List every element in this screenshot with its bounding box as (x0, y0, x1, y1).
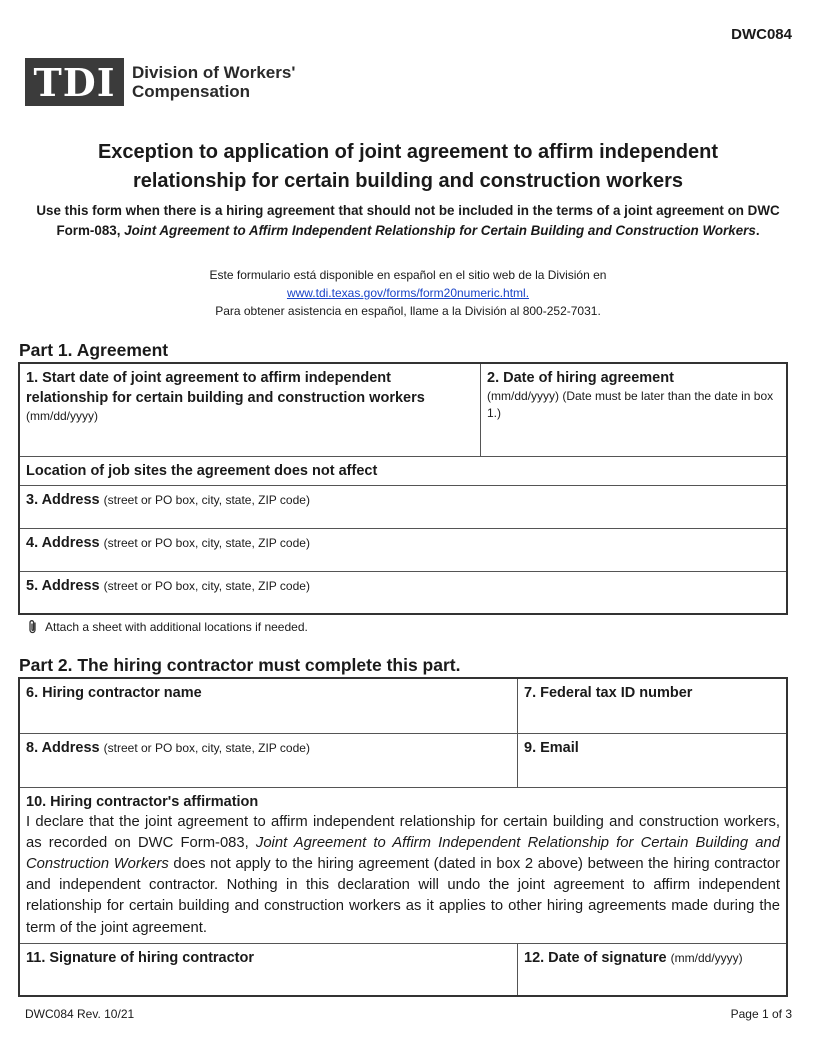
box1-hint: (mm/dd/yyyy) (26, 409, 98, 423)
box10-form-name: Joint Agreement to Affirm Independent Relationship for Certain Building and Construction Workers (26, 834, 780, 872)
box3-address[interactable] (19, 485, 787, 528)
box10-text (26, 812, 780, 939)
instructions-lead: Use this form when there is a hiring agreement that should not be included in the terms of a joint agreement on DWC Form-083, (36, 203, 780, 238)
part2-title: Part 2. The hiring contractor must complete this part. (19, 655, 461, 675)
box9-label: 9. Email (524, 739, 579, 756)
box4-label: 4. Address (26, 534, 100, 551)
org-line-2: Compensation (132, 82, 251, 101)
box8-address[interactable] (19, 733, 518, 787)
forms-website-link[interactable]: www.tdi.texas.gov/forms/form20numeric.html. (286, 286, 530, 300)
instructions-tail: . (755, 223, 760, 238)
box5-label: 5. Address (26, 577, 100, 594)
org-line-1: Division of Workers' (132, 63, 296, 82)
box12-signature-date[interactable] (518, 943, 788, 996)
box12-hint: (mm/dd/yyyy) (670, 950, 743, 965)
box3-hint: (street or PO box, city, state, ZIP code) (103, 492, 310, 507)
part1-table (18, 362, 788, 615)
box6-contractor-name[interactable] (19, 678, 518, 733)
box2-hint: (mm/dd/yyyy) (Date must be later than the date in box 1.) (487, 389, 774, 420)
box11-label: 11. Signature of hiring contractor (26, 949, 255, 966)
box5-address[interactable] (19, 571, 787, 614)
spanish-line-3: Para obtener asistencia en español, llame a la División al 800-252-7031. (215, 304, 601, 318)
instructions-form-name: Joint Agreement to Affirm Independent Relationship for Certain Building and Construction Workers (124, 223, 756, 238)
box10-text-b: does not apply to the hiring agreement (dated in box 2 above) between the hiring contractor and independent contractor. Nothing in this declaration will undo the joint agreement to affirm independent relationship for certain building and construction workers as it applies to other hiring agreements made during the term of the joint agreement. (26, 855, 780, 936)
box11-signature[interactable] (19, 943, 518, 996)
footer-revision: DWC084 Rev. 10/21 (25, 1007, 135, 1021)
form-instructions (24, 201, 792, 241)
box6-label: 6. Hiring contractor name (26, 685, 202, 701)
footer-page-number: Page 1 of 3 (730, 1007, 792, 1021)
box10-affirmation (19, 787, 787, 943)
box5-hint: (street or PO box, city, state, ZIP code) (103, 578, 310, 593)
tdi-logo (25, 58, 295, 106)
box10-label: 10. Hiring contractor's affirmation (26, 793, 259, 810)
spanish-notice (40, 266, 776, 320)
organization-name (132, 63, 295, 101)
box7-tax-id[interactable] (518, 678, 788, 733)
attach-note (26, 619, 308, 635)
title-line-2: relationship for certain building and construction workers (132, 170, 684, 192)
box3-label: 3. Address (26, 491, 100, 508)
box2-label: 2. Date of hiring agreement (487, 370, 674, 386)
paperclip-icon (26, 619, 40, 635)
locations-heading: Location of job sites the agreement does not affect (19, 456, 787, 485)
box1-label: 1. Start date of joint agreement to affirm independent relationship for certain building and construction workers (26, 370, 425, 406)
box10-text-a: I declare that the joint agreement to affirm independent relationship for certain building and construction workers, as recorded on DWC Form-083, (26, 813, 780, 851)
box4-address[interactable] (19, 528, 787, 571)
spanish-line-1: Este formulario está disponible en español en el sitio web de la División en (209, 268, 607, 282)
box1-start-date[interactable] (19, 363, 481, 456)
box12-label: 12. Date of signature (524, 949, 667, 966)
form-number: DWC084 (731, 26, 792, 43)
logo-mark: TDI (25, 58, 124, 106)
box4-hint: (street or PO box, city, state, ZIP code) (103, 535, 310, 550)
box8-hint: (street or PO box, city, state, ZIP code) (103, 740, 310, 755)
attach-note-text: Attach a sheet with additional locations if needed. (45, 620, 308, 634)
box7-label: 7. Federal tax ID number (524, 685, 693, 701)
form-title (40, 138, 776, 196)
box2-hiring-date[interactable] (481, 363, 788, 456)
box8-label: 8. Address (26, 739, 100, 756)
part2-table (18, 677, 788, 997)
title-line-1: Exception to application of joint agreement to affirm independent (97, 141, 719, 163)
box9-email[interactable] (518, 733, 788, 787)
part1-title: Part 1. Agreement (19, 340, 169, 360)
